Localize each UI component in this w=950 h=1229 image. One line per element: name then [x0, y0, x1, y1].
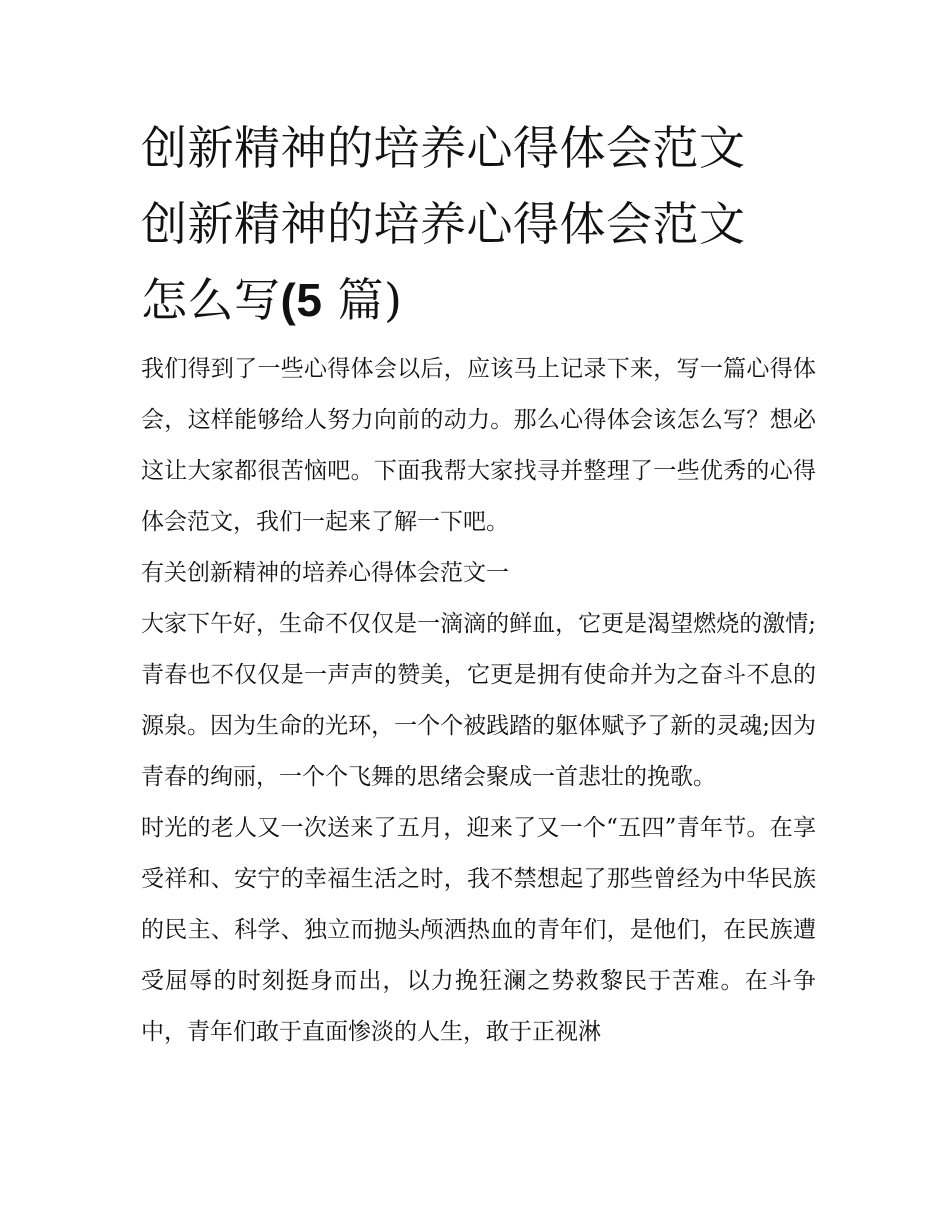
intro-paragraph: 我们得到了一些心得体会以后，应该马上记录下来，写一篇心得体会，这样能够给人努力向前的动力。那么心得体会该怎么写？想必这让大家都很苦恼吧。下面我帮大家找寻并整理了一些优秀的心得体会范文，我们一起来了解一下吧。 — [141, 356, 816, 535]
title-line-2 — [141, 186, 816, 262]
section-heading: 有关创新精神的培养心得体会范文一 — [141, 560, 509, 586]
title-line-2-text: 创新精神的培养心得体会范文 — [141, 197, 746, 251]
body-paragraph-1: 大家下午好，生命不仅仅是一滴滴的鲜血，它更是渴望燃烧的激情;青春也不仅仅是一声声的赞美，它更是拥有使命并为之奋斗不息的源泉。因为生命的光环，一个个被践踏的躯体赋予了新的灵魂;因为青春的绚丽，一个个飞舞的思绪会聚成一首悲壮的挽歌。 — [141, 611, 816, 790]
document-page — [141, 110, 816, 1058]
body-paragraph-2: 时光的老人又一次送来了五月，迎来了又一个“五四”青年节。在享受祥和、安宁的幸福生活之时，我不禁想起了那些曾经为中华民族的民主、科学、独立而抛头颅洒热血的青年们，是他们，在民族遭受屈辱的时刻挺身而出，以力挽狂澜之势救黎民于苦难。在斗争中，青年们敢于直面惨淡的人生，敢于正视淋 — [141, 815, 816, 1045]
title-line-3-tail: 篇) — [322, 273, 403, 327]
title-line-3-text: 怎么写 — [141, 273, 281, 327]
title-line-3 — [141, 262, 816, 338]
title-line-1-text: 创新精神的培养心得体会范文 — [141, 121, 746, 175]
document-title — [141, 110, 816, 338]
title-line-1 — [141, 110, 816, 186]
title-line-3-count: (5 — [280, 274, 323, 326]
